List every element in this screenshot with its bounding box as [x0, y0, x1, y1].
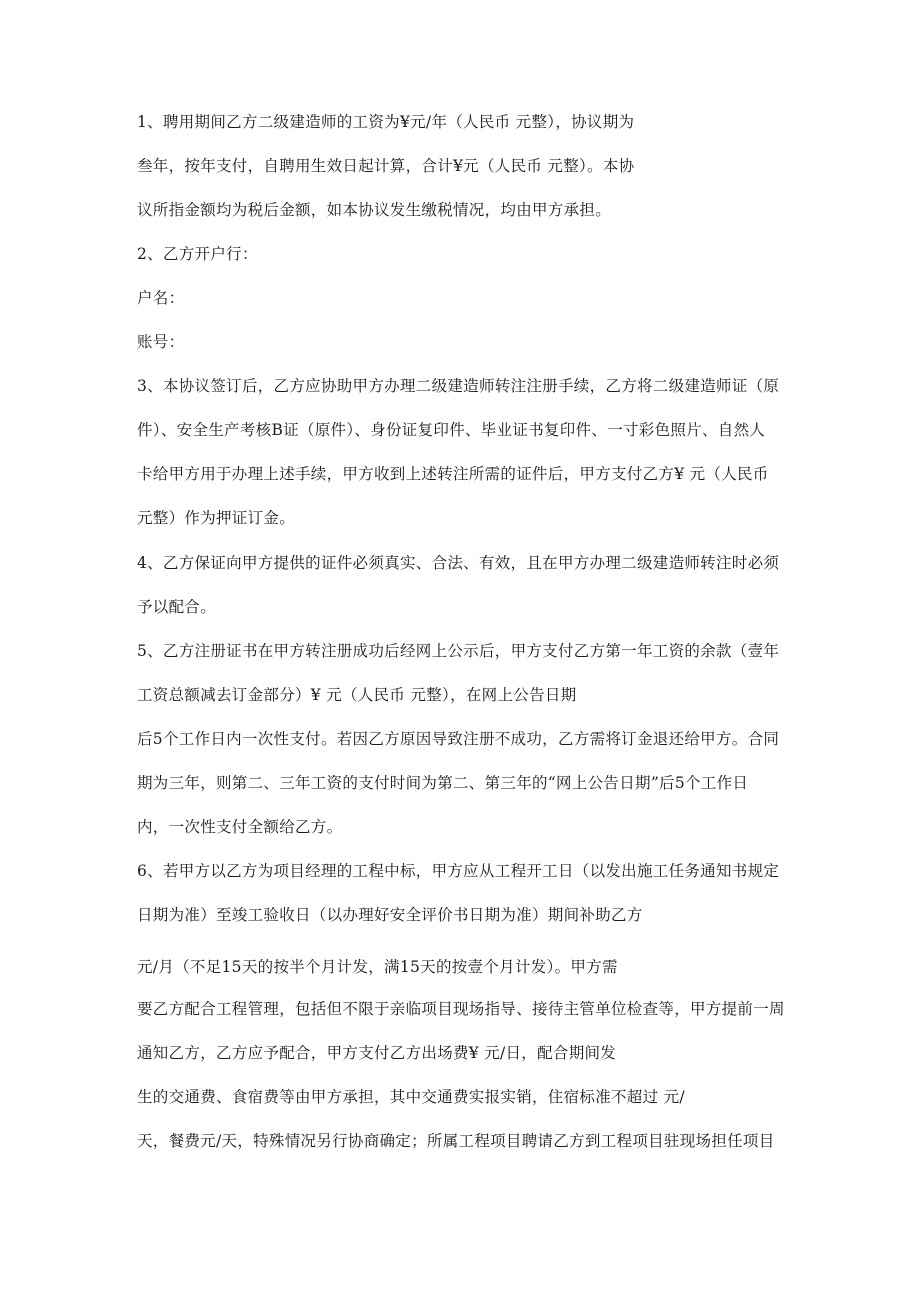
clause-1-line-1: 1、聘用期间乙方二级建造师的工资为¥元/年（人民币 元整），协议期为	[137, 113, 635, 131]
clause-6-line-3: 元/月（不足15天的按半个月计发，满15天的按壹个月计发）。甲方需	[137, 958, 618, 976]
account-name-label: 户名：	[137, 289, 185, 307]
clause-6-line-7: 天，餐费元/天，特殊情况另行协商确定；所属工程项目聘请乙方到工程项目驻现场担任项目	[137, 1132, 775, 1150]
clause-5-line-3: 后5个工作日内一次性支付。若因乙方原因导致注册不成功，乙方需将订金退还给甲方。合同	[137, 730, 780, 748]
clause-6-line-1: 6、若甲方以乙方为项目经理的工程中标，甲方应从工程开工日（以发出施工任务通知书规定	[137, 862, 780, 880]
clause-5-line-1: 5、乙方注册证书在甲方转注册成功后经网上公示后，甲方支付乙方第一年工资的余款（壹年	[137, 642, 780, 660]
clause-5-line-4: 期为三年，则第二、三年工资的支付时间为第二、第三年的“网上公告日期”后5个工作日	[137, 774, 749, 792]
clause-6-line-5: 通知乙方，乙方应予配合，甲方支付乙方出场费¥ 元/日，配合期间发	[137, 1044, 617, 1062]
clause-4-line-1: 4、乙方保证向甲方提供的证件必须真实、合法、有效，且在甲方办理二级建造师转注时必须	[137, 554, 780, 572]
clause-1-line-2: 叁年，按年支付，自聘用生效日起计算，合计¥元（人民币 元整）。本协	[137, 157, 635, 175]
clause-5-line-2: 工资总额减去订金部分）¥ 元（人民币 元整），在网上公告日期	[137, 686, 577, 704]
clause-3-line-4: 元整）作为押证订金。	[137, 509, 296, 527]
clause-3-line-3: 卡给甲方用于办理上述手续，甲方收到上述转注所需的证件后，甲方支付乙方¥ 元（人民币	[137, 465, 769, 483]
clause-6-line-6: 生的交通费、食宿费等由甲方承担，其中交通费实报实销，住宿标准不超过 元/	[137, 1088, 685, 1106]
clause-5-line-5: 内，一次性支付全额给乙方。	[137, 818, 343, 836]
clause-2-heading: 2、乙方开户行：	[137, 245, 258, 263]
clause-6-line-2: 日期为准）至竣工验收日（以办理好安全评价书日期为准）期间补助乙方	[137, 906, 643, 924]
clause-6-line-4: 要乙方配合工程管理，包括但不限于亲临项目现场指导、接待主管单位检查等，甲方提前一周	[137, 1000, 785, 1018]
clause-1-line-3: 议所指金额均为税后金额，如本协议发生缴税情况，均由甲方承担。	[137, 201, 612, 219]
clause-3-line-2: 件）、安全生产考核B证（原件）、身份证复印件、毕业证书复印件、一寸彩色照片、自然人	[137, 421, 766, 439]
clause-3-line-1: 3、本协议签订后，乙方应协助甲方办理二级建造师转注注册手续，乙方将二级建造师证（原	[137, 377, 780, 395]
clause-4-line-2: 予以配合。	[137, 598, 217, 616]
account-number-label: 账号：	[137, 333, 185, 351]
